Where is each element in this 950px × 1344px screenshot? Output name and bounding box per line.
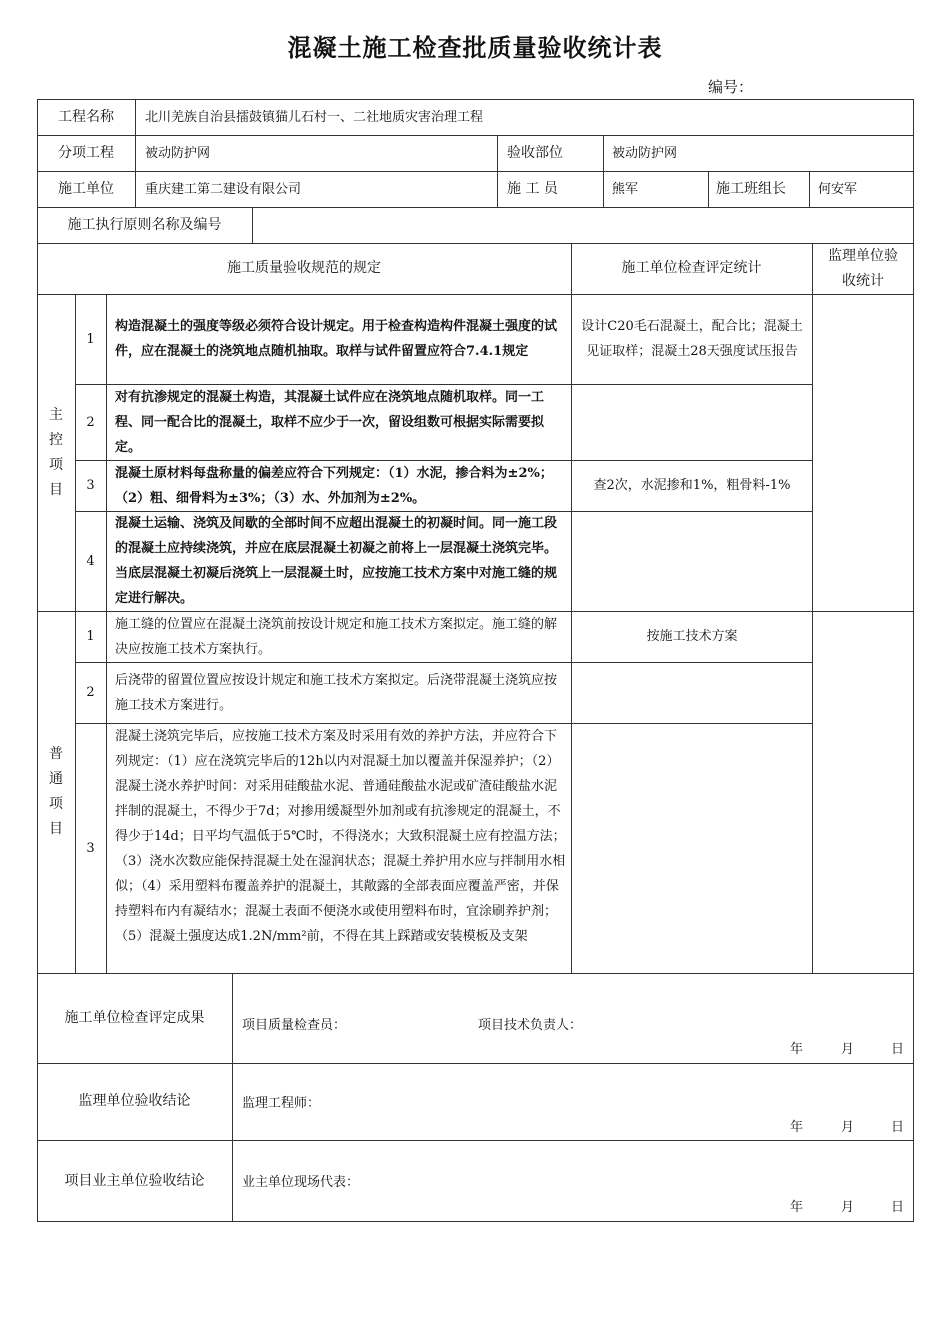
main-item-1-check: 设计C20毛石混凝土，配合比；混凝土见证取样；混凝土28天强度试压报告 bbox=[581, 319, 803, 359]
date-year: 年 bbox=[790, 1042, 804, 1057]
page-title: 混凝土施工检查批质量验收统计表 bbox=[287, 34, 663, 62]
general-item-3-text: 混凝土浇筑完毕后，应按施工技术方案及时采用有效的养护方法，并应符合下列规定：（1）应在浇筑完毕后的12h以内对混凝土加以覆盖并保湿养护；（2）混凝土浇水养护时间：对采用硅酸盐水泥、普通硅酸盐水泥或矿渣硅酸盐水泥拌制的混凝土，不得少于7d；对掺用缓凝型外加剂或有抗渗规定的混凝土，不得少于14d；日平均气温低于5℃时，不得浇水；大致积混凝土应有控温方法；（3）浇水次数应能保持混凝土处在湿润状态；混凝土养护用水应与拌制用水相似；（4）采用塑料布覆盖养护的混凝土，其敞露的全部表面应覆盖严密，并保持塑料布内有凝结水；混凝土表面不便浇水或使用塑料布时，宜涂刷养护剂；（5）混凝土强度达成1.2N/mm²前，不得在其上踩踏或安装模板及支架 bbox=[115, 729, 566, 944]
supervisor-result-label: 监理单位验收结论 bbox=[78, 1093, 191, 1109]
main-item-2-check bbox=[578, 384, 806, 460]
general-item-1-no: 1 bbox=[86, 629, 95, 644]
date-day: 日 bbox=[891, 1120, 905, 1135]
date-month: 月 bbox=[841, 1120, 855, 1135]
code-label: 编号： bbox=[708, 78, 754, 96]
date-year: 年 bbox=[790, 1200, 804, 1215]
main-item-4-text: 混凝土运输、浇筑及间歇的全部时间不应超出混凝土的初凝时间。同一施工段的混凝土应持续浇筑，并应在底层混凝土初凝之前将上一层混凝土浇筑完毕。当底层混凝土初凝后浇筑上一层混凝土时，应按施工技术方案中对施工缝的规定进行解决。 bbox=[115, 516, 558, 606]
tech-lead-label: 项目技术负责人： bbox=[478, 1018, 583, 1033]
part-label: 验收部位 bbox=[507, 144, 563, 161]
general-item-3-check bbox=[578, 723, 806, 973]
subitem-value: 被动防护网 bbox=[145, 145, 211, 161]
general-item-2-check bbox=[578, 662, 806, 723]
standard-value bbox=[262, 207, 902, 243]
part-value: 被动防护网 bbox=[612, 145, 678, 161]
main-item-4-check bbox=[578, 511, 806, 611]
general-item-2-no: 2 bbox=[86, 685, 95, 700]
date-year: 年 bbox=[790, 1120, 804, 1135]
unit-value: 重庆建工第二建设有限公司 bbox=[145, 181, 302, 197]
column-supervisor: 监理单位验收统计 bbox=[828, 247, 898, 289]
date-day: 日 bbox=[891, 1200, 905, 1215]
worker-label: 施 工 员 bbox=[507, 180, 558, 197]
main-item-3-text: 混凝土原材料每盘称量的偏差应符合下列规定：（1）水泥，掺合料为±2%；（2）粗、细骨料为±3%；（3）水、外加剂为±2%。 bbox=[115, 465, 553, 506]
main-control-label bbox=[37, 294, 75, 611]
general-label-text: 普通项目 bbox=[49, 746, 63, 837]
team-leader-value: 何安军 bbox=[818, 181, 858, 197]
owner-rep-label: 业主单位现场代表： bbox=[242, 1175, 360, 1190]
general-item-2-text: 后浇带的留置位置应按设计规定和施工技术方案拟定。后浇带混凝土浇筑应按施工技术方案进行。 bbox=[115, 672, 558, 713]
column-spec: 施工质量验收规范的规定 bbox=[227, 260, 381, 276]
main-item-1-text: 构造混凝土的强度等级必须符合设计规定。用于检查构造构件混凝土强度的试件，应在混凝土的浇筑地点随机抽取。取样与试件留置应符合7.4.1规定 bbox=[115, 319, 558, 359]
general-label bbox=[37, 611, 75, 973]
main-control-label-text: 主控项目 bbox=[49, 406, 63, 498]
main-item-2-no: 2 bbox=[86, 414, 95, 430]
general-item-1-text: 施工缝的位置应在混凝土浇筑前按设计规定和施工技术方案拟定。施工缝的解决应按施工技术方案执行。 bbox=[115, 616, 558, 657]
project-name-label: 工程名称 bbox=[58, 108, 114, 125]
column-contractor: 施工单位检查评定统计 bbox=[621, 260, 762, 276]
general-item-3-no: 3 bbox=[86, 840, 95, 856]
main-item-3-check: 查2次，水泥掺和1%，粗骨料-1% bbox=[593, 478, 791, 493]
date-month: 月 bbox=[841, 1200, 855, 1215]
owner-result-label: 项目业主单位验收结论 bbox=[64, 1172, 205, 1189]
main-item-3-no: 3 bbox=[86, 478, 95, 493]
contractor-result-label: 施工单位检查评定成果 bbox=[64, 1009, 205, 1026]
date-day: 日 bbox=[891, 1042, 905, 1057]
subitem-label: 分项工程 bbox=[58, 144, 114, 161]
team-leader-label: 施工班组长 bbox=[716, 180, 786, 197]
main-item-1-no: 1 bbox=[86, 331, 95, 347]
inspector-label: 项目质量检查员： bbox=[242, 1018, 347, 1033]
worker-value: 熊军 bbox=[612, 181, 639, 197]
engineer-label: 监理工程师： bbox=[242, 1096, 321, 1111]
date-month: 月 bbox=[841, 1042, 855, 1057]
main-item-4-no: 4 bbox=[86, 553, 95, 569]
standard-label: 施工执行原则名称及编号 bbox=[67, 216, 222, 233]
main-item-2-text: 对有抗渗规定的混凝土构造，其混凝土试件应在浇筑地点随机取样。同一工程、同一配合比的混凝土，取样不应少于一次，留设组数可根据实际需要拟定。 bbox=[115, 389, 545, 455]
project-name-value: 北川羌族自治县擂鼓镇猫儿石村一、二社地质灾害治理工程 bbox=[145, 109, 484, 125]
unit-label: 施工单位 bbox=[58, 180, 114, 197]
general-item-1-check: 按施工技术方案 bbox=[646, 629, 738, 644]
